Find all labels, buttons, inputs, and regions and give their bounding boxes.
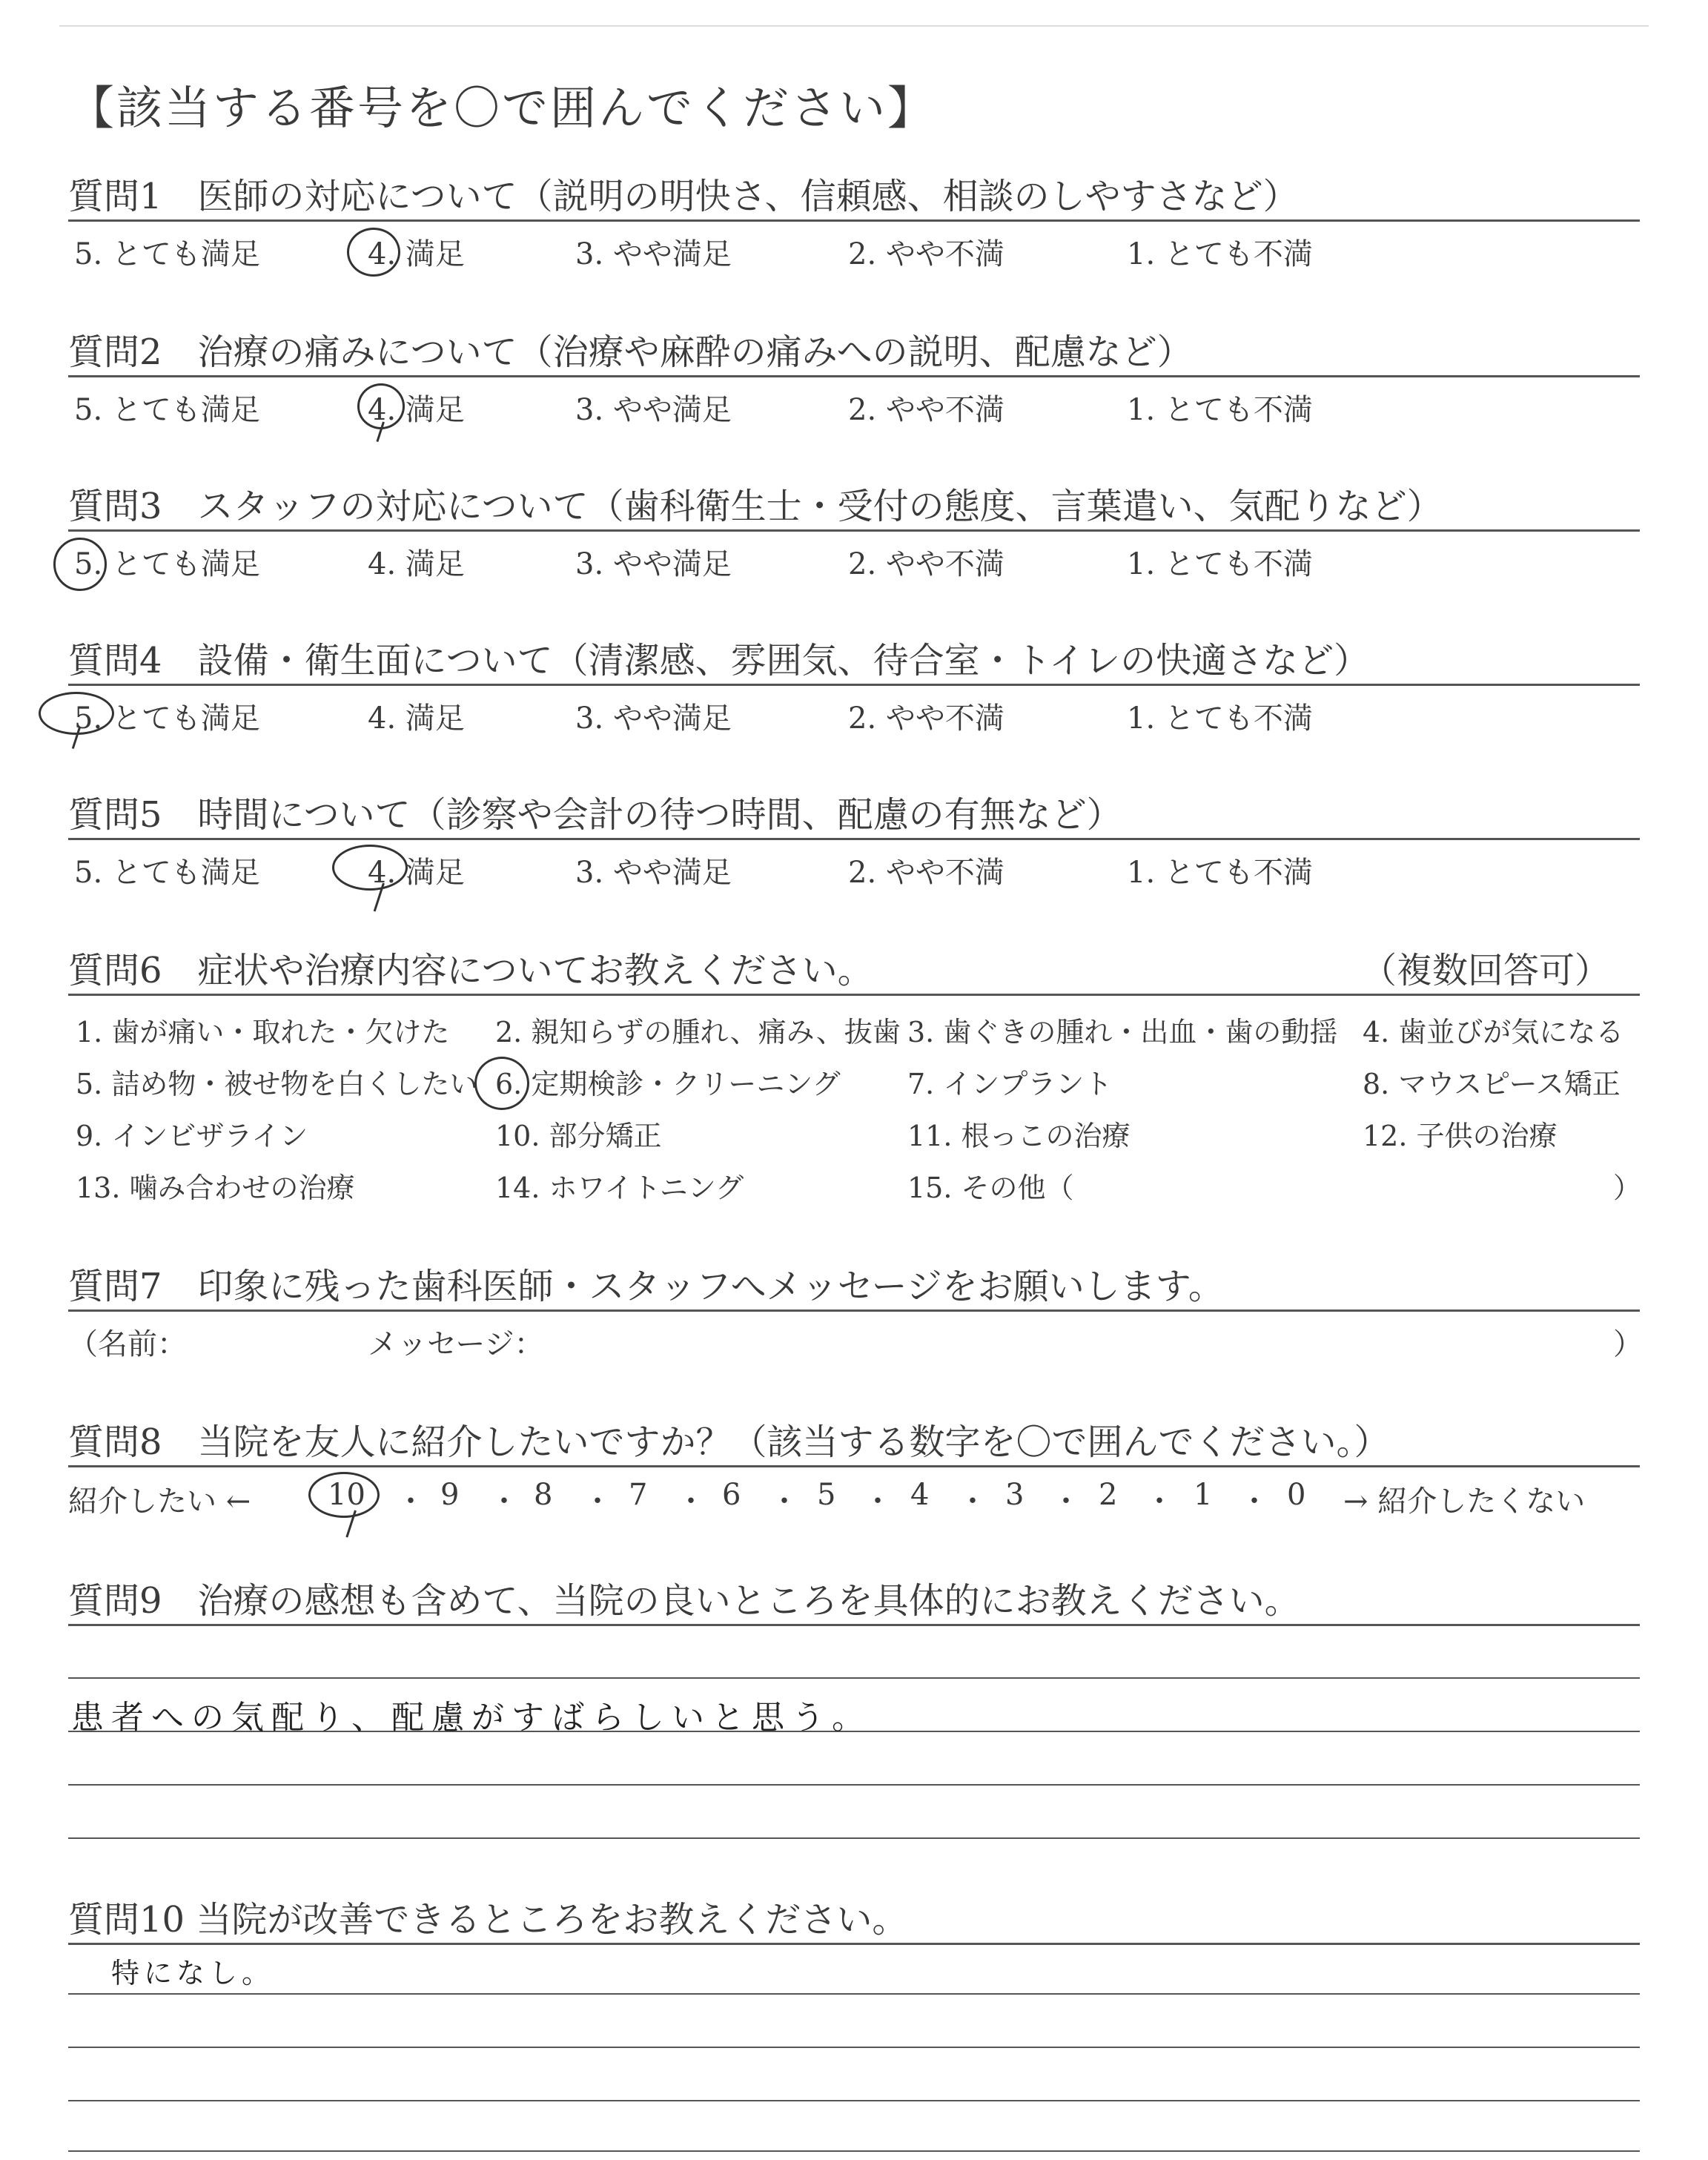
question-1 (68, 168, 1640, 271)
answer-line (68, 1784, 1640, 1786)
scale-value[interactable]: 3 (1005, 1478, 1025, 1512)
answer-line (68, 1993, 1640, 1995)
scale-separator: ・ (769, 1484, 799, 1519)
q10-handwritten-answer[interactable]: 特になし。 (111, 1957, 275, 1989)
question-2-label: 質問2 治療の痛みについて（治療や麻酔の痛みへの説明、配慮など） (68, 331, 1193, 373)
question-4 (68, 632, 1640, 736)
option-2[interactable]: 2. やや不満 (848, 701, 1004, 736)
question-8-label: 質問8 当院を友人に紹介したいですか？（該当する数字を〇で囲んでください。） (68, 1421, 1390, 1463)
option-1[interactable]: 1. とても不満 (1127, 701, 1313, 736)
scale-separator: ・ (676, 1484, 706, 1519)
question-10-rule (68, 1943, 1640, 1945)
form-title: 【該当する番号を〇で囲んでください】 (68, 81, 936, 135)
option-5[interactable]: 5. とても満足 (74, 701, 260, 736)
scale-separator: ・ (1145, 1484, 1174, 1519)
selection-circle (332, 845, 408, 891)
scale-separator: ・ (863, 1484, 893, 1519)
question-3-label: 質問3 スタッフの対応について（歯科衛生士・受付の態度、言葉遣い、気配りなど） (68, 486, 1443, 527)
symptom-option[interactable]: 2. 親知らずの腫れ、痛み、抜歯 (495, 1016, 901, 1048)
scale-separator: ・ (1051, 1484, 1081, 1519)
symptom-option[interactable]: 4. 歯並びが気になる (1363, 1016, 1624, 1048)
question-1-label: 質問1 医師の対応について（説明の明快さ、信頼感、相談のしやすさなど） (68, 176, 1299, 217)
option-3[interactable]: 3. やや満足 (575, 237, 732, 271)
symptom-option[interactable]: 3. 歯ぐきの腫れ・出血・歯の動揺 (907, 1016, 1338, 1048)
scale-value[interactable]: 1 (1194, 1478, 1213, 1512)
scale-separator: ・ (958, 1484, 987, 1519)
question-10-label: 質問10 当院が改善できるところをお教えください。 (68, 1899, 908, 1941)
answer-line (68, 2047, 1640, 2048)
symptom-option[interactable]: 10. 部分矯正 (495, 1120, 662, 1152)
question-2 (68, 323, 1640, 427)
option-4[interactable]: 4. 満足 (368, 393, 465, 427)
option-2[interactable]: 2. やや不満 (848, 237, 1004, 271)
option-5[interactable]: 5. とても満足 (74, 547, 260, 581)
scale-value[interactable]: 0 (1287, 1478, 1306, 1512)
option-3[interactable]: 3. やや満足 (575, 856, 732, 890)
scale-value[interactable]: 5 (817, 1478, 836, 1512)
message-label: メッセージ： (368, 1327, 544, 1361)
question-6 (68, 942, 1640, 1211)
question-10 (68, 1891, 1640, 1945)
top-rule (59, 25, 1649, 27)
option-3[interactable]: 3. やや満足 (575, 393, 732, 427)
symptom-option[interactable]: 7. インプラント (907, 1068, 1113, 1100)
option-2[interactable]: 2. やや不満 (848, 856, 1004, 890)
scale-value[interactable]: 4 (910, 1478, 930, 1512)
option-4[interactable]: 4. 満足 (368, 547, 465, 581)
option-1[interactable]: 1. とても不満 (1127, 393, 1313, 427)
symptom-option[interactable]: 1. 歯が痛い・取れた・欠けた (76, 1016, 450, 1048)
other-close-paren: ） (1613, 1172, 1642, 1204)
symptom-option[interactable]: 6. 定期検診・クリーニング (495, 1068, 841, 1100)
option-1[interactable]: 1. とても不満 (1127, 237, 1313, 271)
q9-handwritten-answer[interactable]: 患者への気配り、配慮がすばらしいと思う。 (71, 1699, 872, 1737)
option-1[interactable]: 1. とても不満 (1127, 547, 1313, 581)
question-6-header (68, 942, 1640, 992)
question-9 (68, 1572, 1640, 1626)
scale-separator: ・ (583, 1484, 612, 1519)
question-9-rule (68, 1624, 1640, 1626)
option-1[interactable]: 1. とても不満 (1127, 856, 1313, 890)
question-7 (68, 1258, 1643, 1361)
question-3 (68, 478, 1640, 581)
option-5[interactable]: 5. とても満足 (74, 856, 260, 890)
symptom-option[interactable]: 5. 詰め物・被せ物を白くしたい (76, 1068, 478, 1100)
question-7-fields (68, 1312, 1643, 1361)
option-5[interactable]: 5. とても満足 (74, 237, 260, 271)
question-5-label: 質問5 時間について（診察や会計の待つ時間、配慮の有無など） (68, 794, 1122, 836)
answer-line (68, 2150, 1640, 2152)
selection-circle (347, 228, 400, 277)
referral-scale (68, 1467, 1640, 1519)
scale-value[interactable]: 6 (722, 1478, 741, 1512)
question-3-options (68, 532, 1640, 581)
question-9-label: 質問9 治療の感想も含めて、当院の良いところを具体的にお教えください。 (68, 1580, 1300, 1622)
name-label: （名前： (68, 1327, 187, 1361)
scale-left-label: 紹介したい ← (68, 1484, 251, 1519)
scale-separator: ・ (489, 1484, 519, 1519)
question-6-note: （複数回答可） (1360, 950, 1610, 991)
symptom-option-other[interactable]: 15. その他（ (907, 1172, 1074, 1204)
question-1-options (68, 222, 1640, 271)
question-5-options (68, 840, 1640, 890)
question-2-options (68, 377, 1640, 427)
symptom-option[interactable]: 11. 根っこの治療 (907, 1120, 1131, 1152)
answer-line (68, 2100, 1640, 2101)
scale-value[interactable]: 10 (328, 1478, 365, 1512)
answer-line (68, 1677, 1640, 1679)
question-8 (68, 1413, 1640, 1519)
scale-value[interactable]: 8 (534, 1478, 553, 1512)
option-3[interactable]: 3. やや満足 (575, 701, 732, 736)
selection-circle (357, 383, 405, 429)
question-6-label: 質問6 症状や治療内容についてお教えください。 (68, 950, 873, 991)
symptom-option[interactable]: 8. マウスピース矯正 (1363, 1068, 1621, 1100)
scale-value[interactable]: 7 (629, 1478, 648, 1512)
symptom-option[interactable]: 9. インビザライン (76, 1120, 308, 1152)
question-5 (68, 786, 1640, 890)
option-2[interactable]: 2. やや不満 (848, 547, 1004, 581)
scale-right-label: → 紹介したくない (1343, 1484, 1586, 1519)
question-4-label: 質問4 設備・衛生面について（清潔感、雰囲気、待合室・トイレの快適さなど） (68, 640, 1370, 681)
option-3[interactable]: 3. やや満足 (575, 547, 732, 581)
scale-separator: ・ (1239, 1484, 1269, 1519)
option-2[interactable]: 2. やや不満 (848, 393, 1004, 427)
option-4[interactable]: 4. 満足 (368, 237, 465, 271)
option-4[interactable]: 4. 満足 (368, 701, 465, 736)
selection-circle (53, 538, 107, 591)
symptom-option[interactable]: 12. 子供の治療 (1363, 1120, 1558, 1152)
selection-circle (474, 1057, 529, 1110)
scale-value[interactable]: 9 (440, 1478, 460, 1512)
close-paren: ） (1613, 1327, 1643, 1361)
selection-circle (308, 1472, 380, 1518)
question-4-options (68, 686, 1640, 736)
question-6-options (68, 996, 1640, 1211)
option-4[interactable]: 4. 満足 (368, 856, 465, 890)
scale-value[interactable]: 2 (1099, 1478, 1118, 1512)
symptom-option[interactable]: 13. 噛み合わせの治療 (76, 1172, 355, 1204)
answer-line (68, 1837, 1640, 1839)
scale-separator: ・ (396, 1484, 426, 1519)
selection-circle (39, 692, 114, 735)
symptom-option[interactable]: 14. ホワイトニング (495, 1172, 744, 1204)
question-7-label: 質問7 印象に残った歯科医師・スタッフへメッセージをお願いします。 (68, 1266, 1224, 1307)
option-5[interactable]: 5. とても満足 (74, 393, 260, 427)
